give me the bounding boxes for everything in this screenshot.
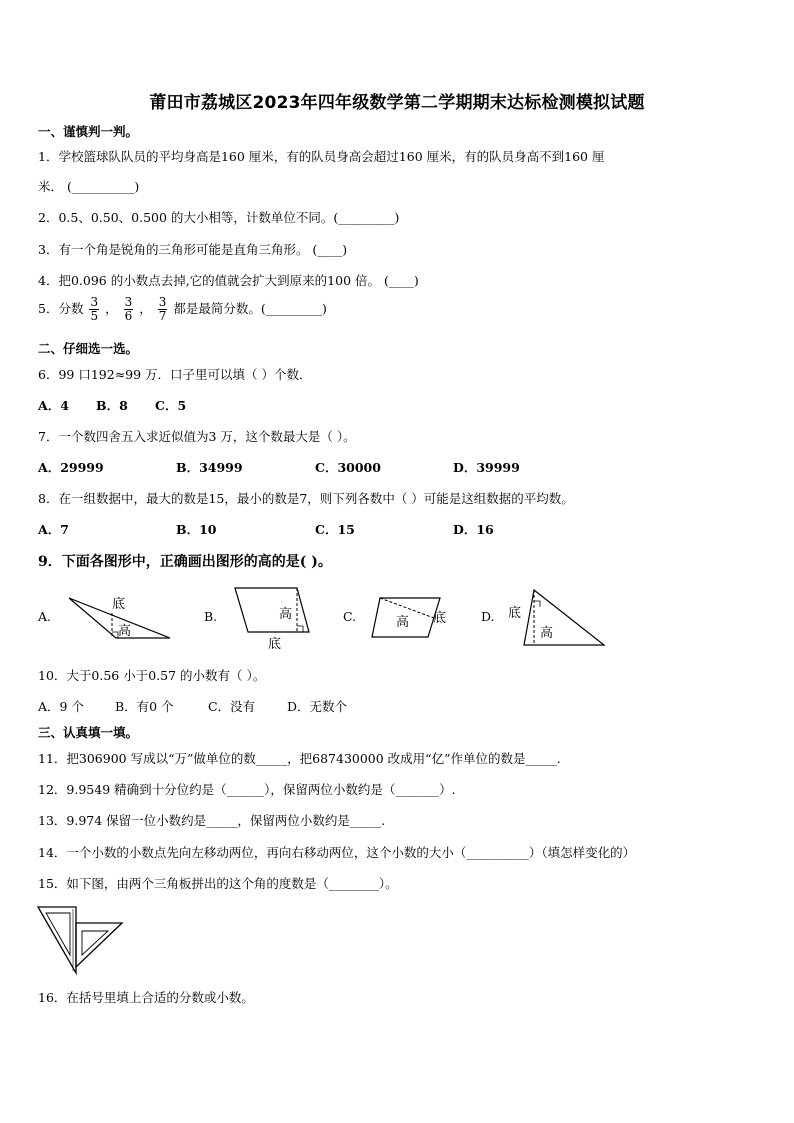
height-label: 高 (279, 607, 293, 622)
fraction-3-7: $\frac{3}{7}$ (158, 295, 167, 323)
set-square-45-inner (82, 931, 108, 955)
base-label: 底 (508, 606, 522, 621)
q6-option-c: C．5 (155, 398, 187, 413)
q9-figure-c (368, 590, 453, 642)
separator: ， (139, 301, 152, 316)
question-9: 9．下面各图形中，正确画出图形的高的是( )。 (38, 554, 332, 570)
question-11: 11．把306900 写成以“万”做单位的数_____，把687430000 改成用“亿”作单位的数是_____. (38, 751, 561, 766)
q7-option-a: A．29999 (38, 460, 104, 475)
right-angle-mark (534, 601, 540, 607)
question-12: 12．9.9549 精确到十分位约是（______），保留两位小数约是（_______）. (38, 782, 456, 797)
q10-option-d: D．无数个 (287, 699, 348, 714)
question-13: 13．9.974 保留一位小数约是_____，保留两位小数约是_____. (38, 813, 386, 828)
q7-option-c: C．30000 (315, 460, 381, 475)
q8-option-d: D．16 (453, 522, 494, 537)
section-heading-1: 一、谨慎判一判。 (38, 124, 139, 139)
base-label: 底 (433, 611, 447, 626)
question-5-suffix: 都是最简分数。(_________) (173, 301, 327, 316)
q8-option-c: C．15 (315, 522, 355, 537)
triangle-shape (524, 590, 604, 645)
set-squares-figure (36, 903, 128, 977)
parallelogram-shape (235, 588, 309, 632)
fraction-3-6: $\frac{3}{6}$ (124, 295, 133, 323)
q8-option-a: A．7 (38, 522, 69, 537)
q9-option-b: B. (204, 609, 218, 624)
q9-figure-b (230, 584, 315, 654)
height-label: 高 (540, 626, 554, 641)
q10-option-b: B．有0 个 (115, 699, 174, 714)
question-1-line-2: 米． (__________) (38, 179, 140, 194)
q9-option-a: A. (38, 609, 52, 624)
question-8: 8．在一组数据中，最大的数是15，最小的数是7，则下列各数中（ ）可能是这组数据的平均数。 (38, 491, 574, 506)
right-angle-mark (297, 626, 303, 632)
q6-option-a: A．4 (38, 398, 69, 413)
q6-option-b: B．8 (96, 398, 128, 413)
set-square-45 (76, 923, 122, 967)
q7-option-d: D．39999 (453, 460, 520, 475)
question-7: 7．一个数四舍五入求近似值为3 万，这个数最大是（ ）。 (38, 429, 356, 444)
q7-option-b: B．34999 (176, 460, 243, 475)
q9-option-d: D. (481, 609, 495, 624)
q9-option-c: C. (343, 609, 357, 624)
question-5-prefix: 5．分数 (38, 301, 84, 316)
fraction-3-5: $\frac{3}{5}$ (90, 295, 99, 323)
section-heading-2: 二、仔细选一选。 (38, 341, 139, 356)
question-5 (38, 296, 327, 323)
page-title: 莆田市荔城区2023年四年级数学第二学期期末达标检测模拟试题 (149, 93, 645, 113)
question-4: 4．把0.096 的小数点去掉,它的值就会扩大到原来的100 倍。 (____) (38, 273, 419, 288)
separator: ， (105, 301, 118, 316)
section-heading-3: 三、认真填一填。 (38, 725, 139, 740)
question-2: 2．0.5、0.50、0.500 的大小相等，计数单位不同。(_________) (38, 210, 400, 225)
base-label: 底 (268, 637, 282, 652)
height-label: 高 (396, 615, 410, 630)
q10-option-c: C．没有 (208, 699, 256, 714)
height-label: 高 (118, 624, 132, 639)
base-label: 底 (112, 597, 126, 612)
set-square-inner-hole (46, 913, 70, 955)
question-15: 15．如下图，由两个三角板拼出的这个角的度数是（________）。 (38, 876, 398, 891)
question-3: 3．有一个角是锐角的三角形可能是直角三角形。 (____) (38, 242, 348, 257)
q9-figure-a (64, 590, 174, 640)
q10-option-a: A．9 个 (38, 699, 84, 714)
q9-figure-d (506, 587, 610, 649)
question-6: 6．99 口192≈99 万．口子里可以填（ ）个数． (38, 367, 312, 382)
q8-option-b: B．10 (176, 522, 217, 537)
question-10: 10．大于0.56 小于0.57 的小数有（ ）。 (38, 668, 266, 683)
question-16: 16．在括号里填上合适的分数或小数。 (38, 990, 254, 1005)
question-14: 14．一个小数的小数点先向左移动两位，再向右移动两位，这个小数的大小（__________）（填怎样变化的） (38, 845, 636, 860)
question-1-line-1: 1．学校篮球队队员的平均身高是160 厘米，有的队员身高会超过160 厘米，有的队员身高不到160 厘 (38, 149, 605, 164)
